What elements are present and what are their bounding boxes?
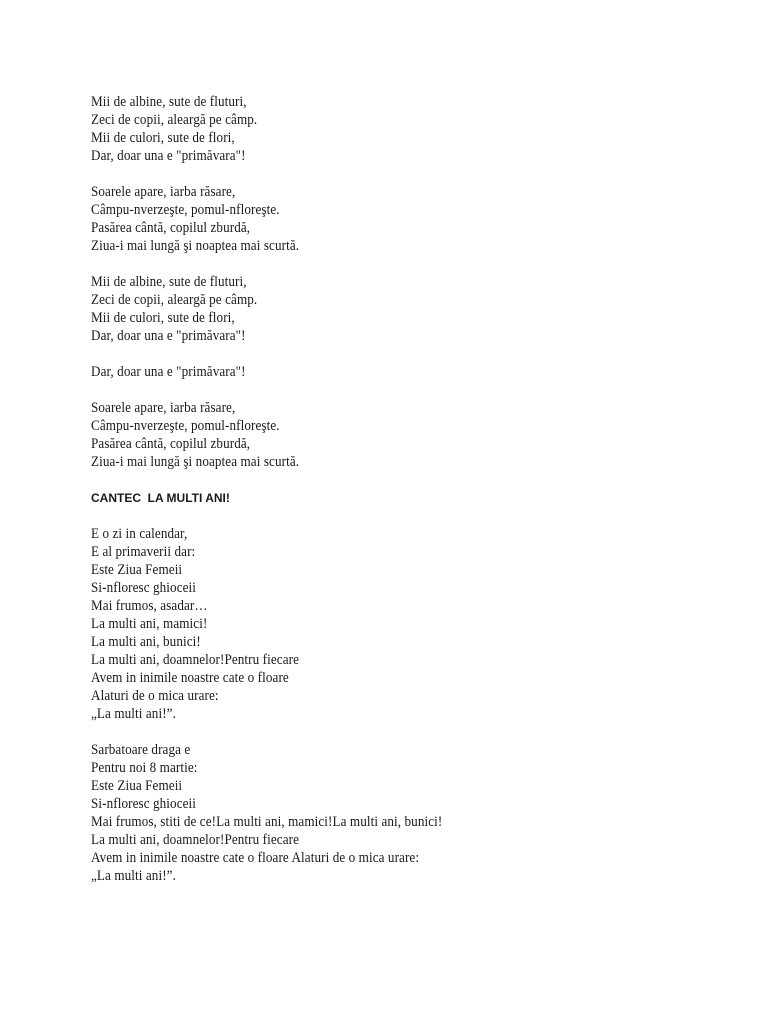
verse-line: Zeci de copii, aleargă pe câmp. [91, 112, 258, 128]
verse-line: Avem in inimile noastre cate o floare [91, 670, 289, 686]
verse-line: Câmpu-nverzeşte, pomul-nfloreşte. [91, 202, 280, 218]
verse-line: Mai frumos, stiti de ce!La multi ani, mamici!La multi ani, bunici! [91, 814, 443, 830]
song2-title: CANTEC LA MULTI ANI! [91, 491, 230, 505]
verse-line: Mai frumos, asadar… [91, 598, 208, 614]
verse-line: Ziua-i mai lungă şi noaptea mai scurtă. [91, 238, 300, 254]
verse-line: Pasărea cântă, copilul zburdă, [91, 436, 251, 452]
song1-stanza-5 [91, 399, 731, 471]
verse-line: Este Ziua Femeii [91, 562, 183, 578]
verse-line: Pentru noi 8 martie: [91, 760, 198, 776]
verse-line: E o zi in calendar, [91, 526, 188, 542]
verse-line: Dar, doar una e "primăvara"! [91, 328, 246, 344]
verse-line: Dar, doar una e "primăvara"! [91, 148, 246, 164]
verse-line: Si-nfloresc ghioceii [91, 580, 197, 596]
verse-line: Mii de albine, sute de fluturi, [91, 274, 247, 290]
verse-line: Sarbatoare draga e [91, 742, 191, 758]
verse-line: Câmpu-nverzeşte, pomul-nfloreşte. [91, 418, 280, 434]
song1-stanza-3 [91, 273, 731, 345]
song1-stanza-1 [91, 93, 731, 165]
verse-line: Pasărea cântă, copilul zburdă, [91, 220, 251, 236]
verse-line: Soarele apare, iarba răsare, [91, 184, 236, 200]
verse-line: „La multi ani!”. [91, 706, 176, 722]
verse-line: Mii de culori, sute de flori, [91, 310, 235, 326]
song1-stanza-2 [91, 183, 731, 255]
verse-line: Dar, doar una e "primăvara"! [91, 364, 246, 380]
verse-line: La multi ani, doamnelor!Pentru fiecare [91, 832, 300, 848]
verse-line: La multi ani, doamnelor!Pentru fiecare [91, 652, 300, 668]
verse-line: E al primaverii dar: [91, 544, 196, 560]
verse-line: Si-nfloresc ghioceii [91, 796, 197, 812]
verse-line: La multi ani, mamici! [91, 616, 208, 632]
verse-line: Zeci de copii, aleargă pe câmp. [91, 292, 258, 308]
verse-line: La multi ani, bunici! [91, 634, 201, 650]
verse-line: Soarele apare, iarba răsare, [91, 400, 236, 416]
verse-line: „La multi ani!”. [91, 868, 176, 884]
document-body [91, 93, 731, 903]
verse-line: Mii de albine, sute de fluturi, [91, 94, 247, 110]
verse-line: Mii de culori, sute de flori, [91, 130, 235, 146]
verse-line: Este Ziua Femeii [91, 778, 183, 794]
verse-line: Avem in inimile noastre cate o floare Alaturi de o mica urare: [91, 850, 420, 866]
song1-stanza-4 [91, 363, 731, 381]
verse-line: Ziua-i mai lungă şi noaptea mai scurtă. [91, 454, 300, 470]
song2-stanza-2 [91, 741, 731, 885]
song2-stanza-1 [91, 525, 731, 723]
verse-line: Alaturi de o mica urare: [91, 688, 219, 704]
